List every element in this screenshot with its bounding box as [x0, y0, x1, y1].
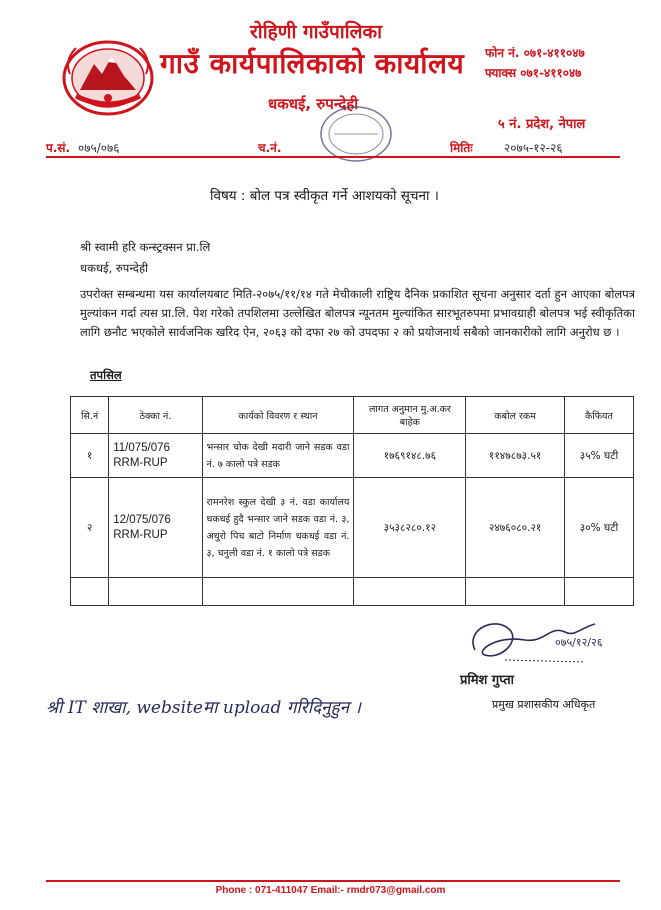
schedule-heading: तपसिल — [90, 368, 122, 382]
row-remarks: ३५% घटी — [564, 434, 633, 478]
ref-number-label: प.सं. — [46, 141, 71, 155]
reference-row — [46, 139, 620, 157]
addressee-name: श्री स्वामी हरि कन्स्ट्रक्सन प्रा.लि — [80, 240, 211, 254]
row-remarks: ३०% घटी — [564, 478, 633, 578]
date-value: २०७५-१२-२६ — [504, 141, 563, 155]
header-divider — [46, 156, 620, 158]
phone-number: फोन नं. ०७१-४११०४७ — [485, 46, 585, 60]
footer-contact: Phone : 071-411047 Email:- rmdr073@gmail.com — [215, 885, 446, 896]
row-sn: २ — [71, 478, 109, 578]
fax-number: फ्याक्स ०७१-४११०४७ — [485, 66, 582, 80]
row-estimate: १७६९१४८.७६ — [354, 434, 466, 478]
notice-body: उपरोक्त सम्बन्धमा यस कार्यालयबाट मिति-२०७५/११/१४ गते मेचीकाली राष्ट्रिय दैनिक प्रकाशित सूचना अनुसार दर्ता हुन आएका बोलपत्र मुल्यांकन गर्दा त्यस प्रा.लि. पेश गरेको तपशिलमा उल्लेखित बोलपत्र न्यूनतम मुल्यांकित सारभूतरुपमा प्रभावग्राही बोलपत्र भई स्वीकृतिका लागि छनौट भएकोले सार्वजनिक खरिद ऐन, २०६३ को दफा २७ को उपदफा २ को प्रयोजनार्थ सबैको जानकारीको लागि अनुरोध छ । — [80, 287, 635, 339]
nepal-emblem-icon — [62, 38, 154, 116]
col-header-bid: कबोल रकम — [466, 397, 565, 434]
row-sn: १ — [71, 434, 109, 478]
table-header-row — [71, 397, 634, 434]
signature-icon — [455, 610, 610, 675]
addressee-address: धकधई, रुपन्देही — [80, 261, 149, 275]
row-contract: 12/075/076 RRM-RUP — [109, 478, 202, 578]
signature-date: ०७५/१२/२६ — [555, 636, 603, 649]
col-header-description: कार्यको विवरण र स्थान — [202, 397, 354, 434]
subject-line: विषय : बोल पत्र स्वीकृत गर्ने आशयको सूचना । — [210, 188, 439, 204]
empty-cell — [202, 578, 354, 606]
bid-table — [70, 396, 634, 606]
col-header-estimate: लागत अनुमान मु.अ.कर बाहेक — [354, 397, 466, 434]
row-description: रामनरेश स्कुल देखी ३ नं. वडा कार्यालय धकधई हुदै भन्सार जाने सडक वडा नं. ३, अधुरो पिच बाटो निर्माण धकधई वडा नं. ३, चनुली वडा नं. १ कालो पत्रे सडक — [202, 478, 354, 578]
empty-cell — [354, 578, 466, 606]
empty-cell — [564, 578, 633, 606]
ref-number-value: ०७५/०७६ — [78, 141, 120, 155]
handwritten-note: श्री IT शाखा, websiteमा upload गरिदिनुहुन । — [46, 698, 361, 718]
col-header-contract: ठेक्का नं. — [109, 397, 202, 434]
row-contract: 11/075/076 RRM-RUP — [109, 434, 202, 478]
row-bid: ११४७८७३.५१ — [466, 434, 565, 478]
office-location: धकधई, रुपन्देही — [268, 95, 359, 113]
dispatch-number-label: च.नं. — [258, 141, 282, 155]
row-estimate: ३५३८२८०.१२ — [354, 478, 466, 578]
col-header-sn: सि.नं — [71, 397, 109, 434]
municipality-name: रोहिणी गाउँपालिका — [250, 21, 383, 43]
empty-cell — [466, 578, 565, 606]
col-header-remarks: कैफियत — [564, 397, 633, 434]
empty-cell — [109, 578, 202, 606]
table-row — [71, 478, 634, 578]
table-row-empty — [71, 578, 634, 606]
officer-name: प्रमिश गुप्ता — [460, 673, 515, 688]
row-description: भन्सार चोक देखी मदारी जाने सडक वडा नं. ७ कालो पत्रे सडक — [202, 434, 354, 478]
footer-divider — [46, 880, 620, 882]
date-label: मितिः — [450, 141, 473, 155]
officer-title: प्रमुख प्रशासकीय अधिकृत — [492, 698, 596, 711]
table-row — [71, 434, 634, 478]
province-label: ५ नं. प्रदेश, नेपाल — [498, 117, 586, 132]
row-bid: २४७६०८०.२१ — [466, 478, 565, 578]
empty-cell — [71, 578, 109, 606]
office-name: गाउँ कार्यपालिकाको कार्यालय — [160, 47, 465, 80]
